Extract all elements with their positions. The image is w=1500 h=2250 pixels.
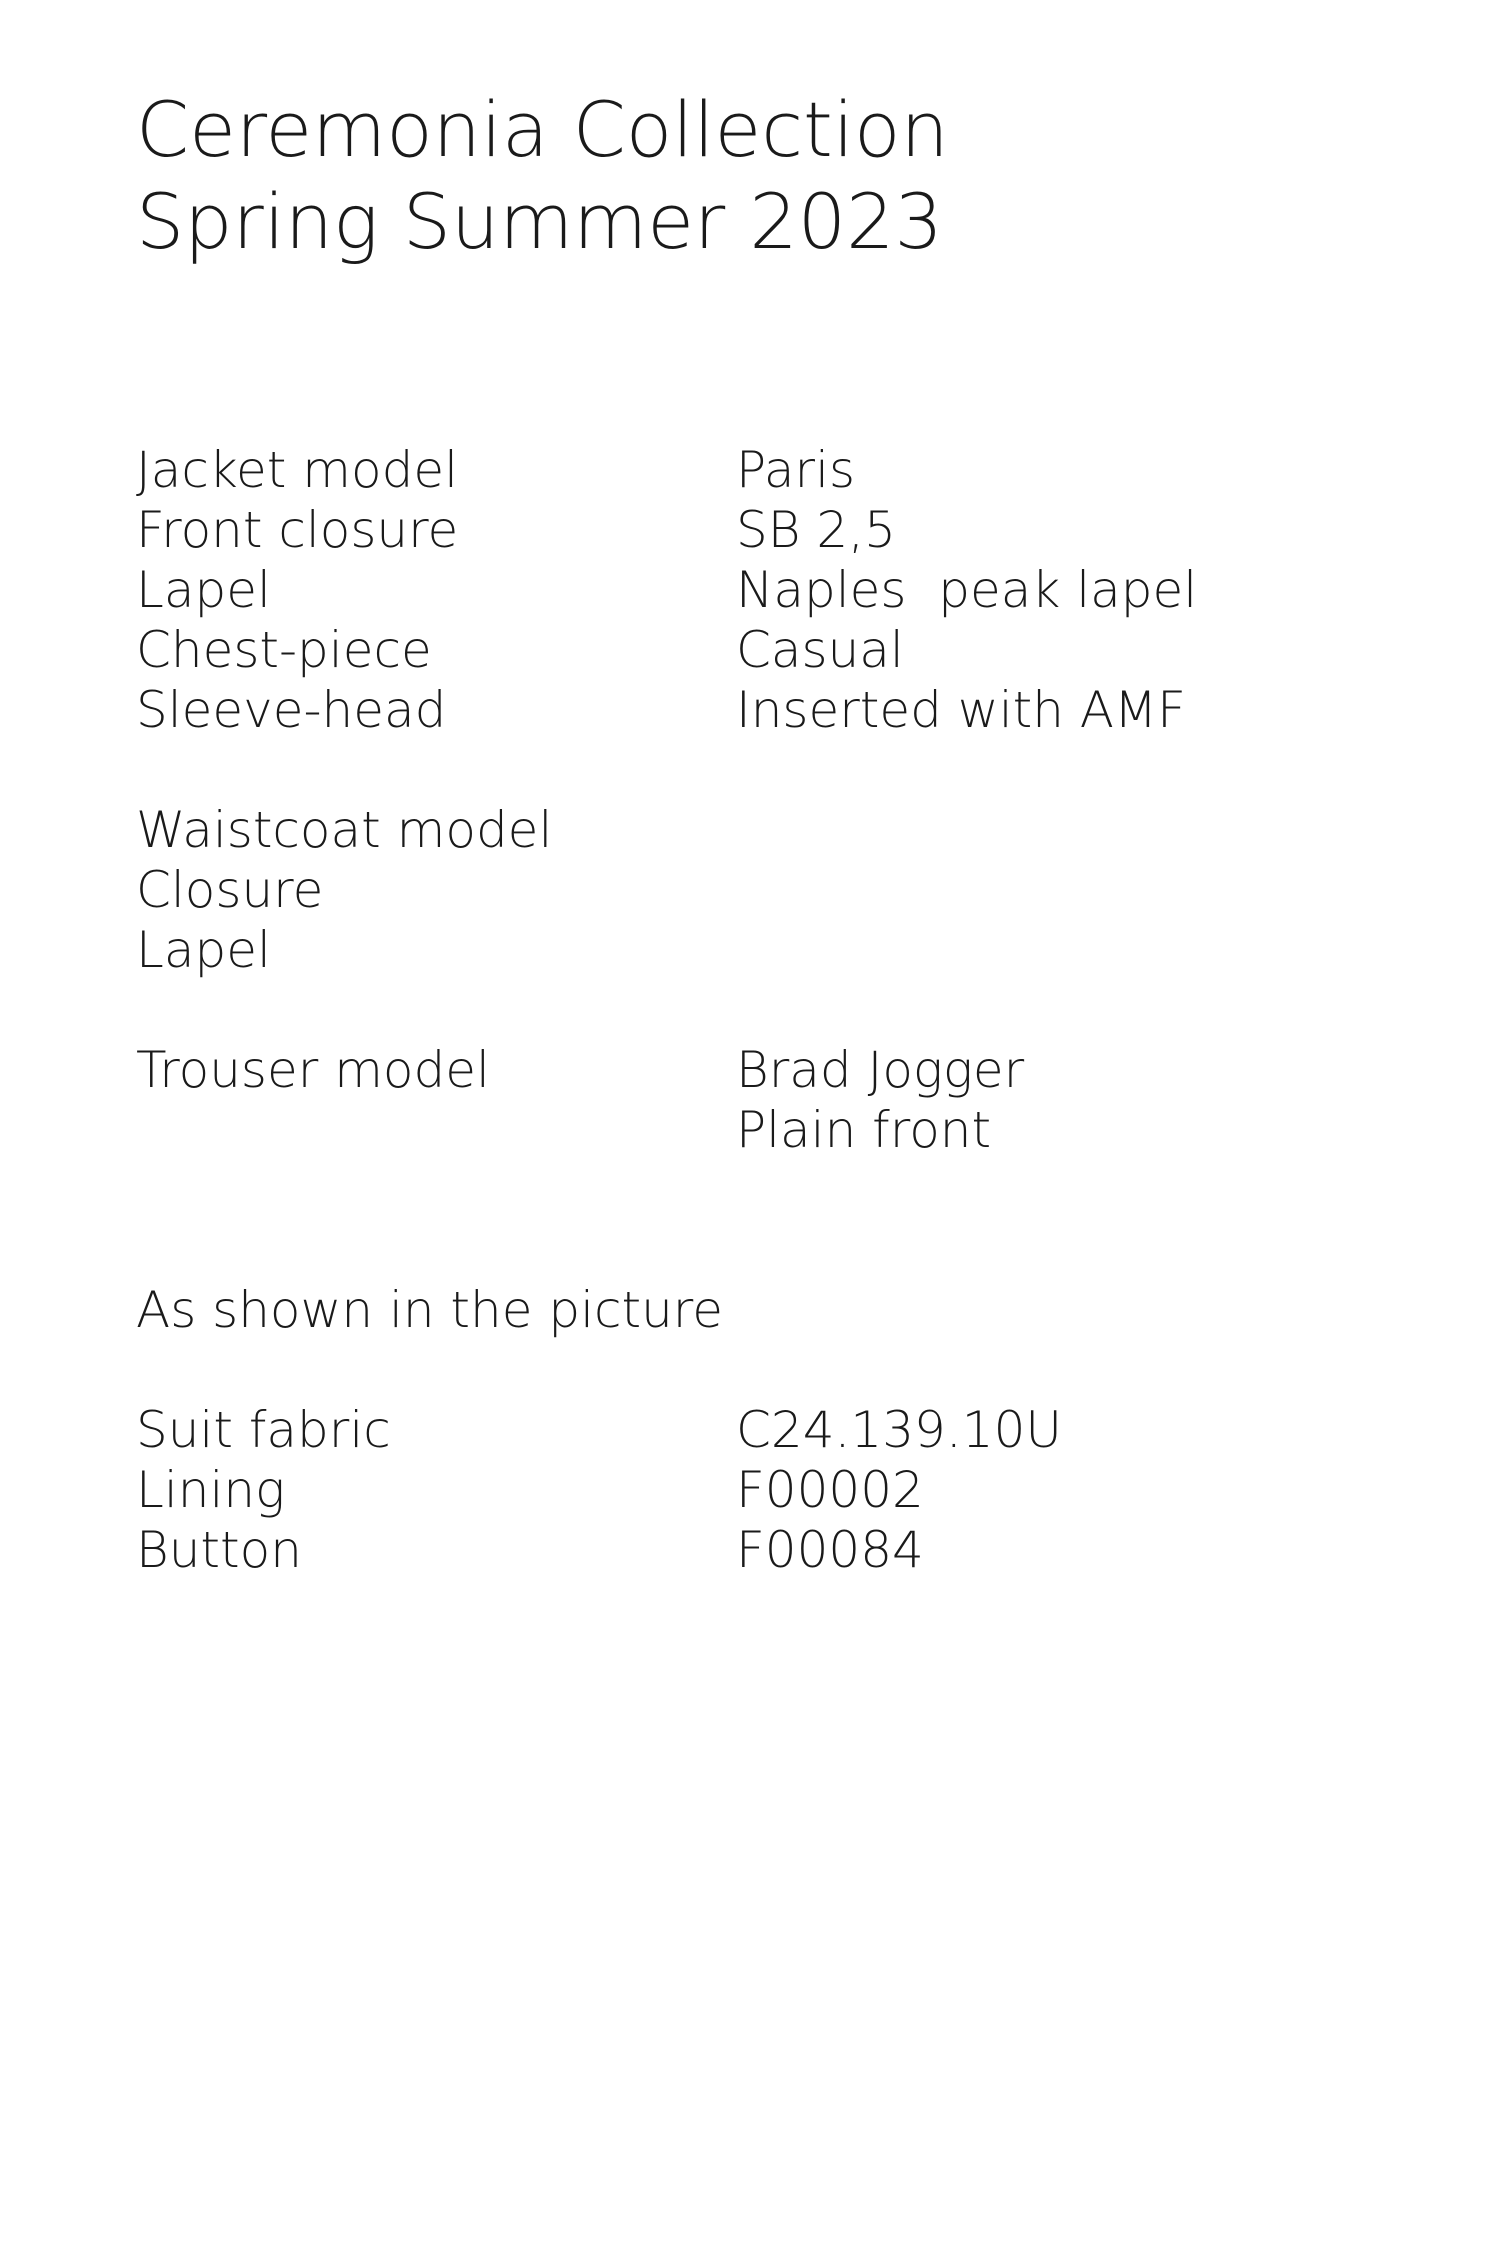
spec-label: Front closure xyxy=(136,501,459,559)
note-section xyxy=(136,1280,723,1340)
spec-row xyxy=(136,1100,1416,1160)
spec-row xyxy=(136,920,1416,980)
spec-value: Naples peak lapel xyxy=(736,561,1198,619)
spec-label xyxy=(136,1100,736,1160)
spec-value: Inserted with AMF xyxy=(736,681,1186,739)
title-line-2: Spring Summer 2023 xyxy=(136,177,943,266)
spec-label: Suit fabric xyxy=(136,1401,391,1459)
spec-row xyxy=(136,500,1416,560)
spec-value: F00002 xyxy=(736,1461,924,1519)
spec-row xyxy=(136,680,1416,740)
spec-value: Paris xyxy=(736,441,856,499)
spec-row xyxy=(136,440,1416,500)
spec-value: Plain front xyxy=(736,1101,992,1159)
spec-value xyxy=(736,800,1416,860)
page-title xyxy=(136,84,949,268)
spec-label: Closure xyxy=(136,861,324,919)
spec-label: Lining xyxy=(136,1461,286,1519)
waistcoat-section xyxy=(136,800,1416,980)
spec-row xyxy=(136,560,1416,620)
spec-value xyxy=(736,860,1416,920)
jacket-section xyxy=(136,440,1416,740)
spec-row xyxy=(136,1520,1416,1580)
spec-value: Brad Jogger xyxy=(736,1041,1025,1099)
spec-row xyxy=(136,1460,1416,1520)
fabric-section xyxy=(136,1400,1416,1580)
spec-row xyxy=(136,860,1416,920)
spec-label: Sleeve-head xyxy=(136,681,447,739)
spec-label: Waistcoat model xyxy=(136,801,553,859)
spec-row xyxy=(136,1400,1416,1460)
spec-label: Chest-piece xyxy=(136,621,432,679)
spec-value: C24.139.10U xyxy=(736,1401,1062,1459)
spec-label: Lapel xyxy=(136,561,271,619)
spec-row xyxy=(136,1040,1416,1100)
title-line-1: Ceremonia Collection xyxy=(136,85,949,174)
trouser-section xyxy=(136,1040,1416,1160)
spec-label: Trouser model xyxy=(136,1041,490,1099)
spec-label: Button xyxy=(136,1521,302,1579)
spec-value: SB 2,5 xyxy=(736,501,896,559)
spec-label: Lapel xyxy=(136,921,271,979)
note-text: As shown in the picture xyxy=(136,1281,724,1339)
spec-value: Casual xyxy=(736,621,904,679)
spec-value: F00084 xyxy=(736,1521,924,1579)
spec-row xyxy=(136,800,1416,860)
spec-row xyxy=(136,620,1416,680)
spec-value xyxy=(736,920,1416,980)
spec-label: Jacket model xyxy=(136,441,458,499)
